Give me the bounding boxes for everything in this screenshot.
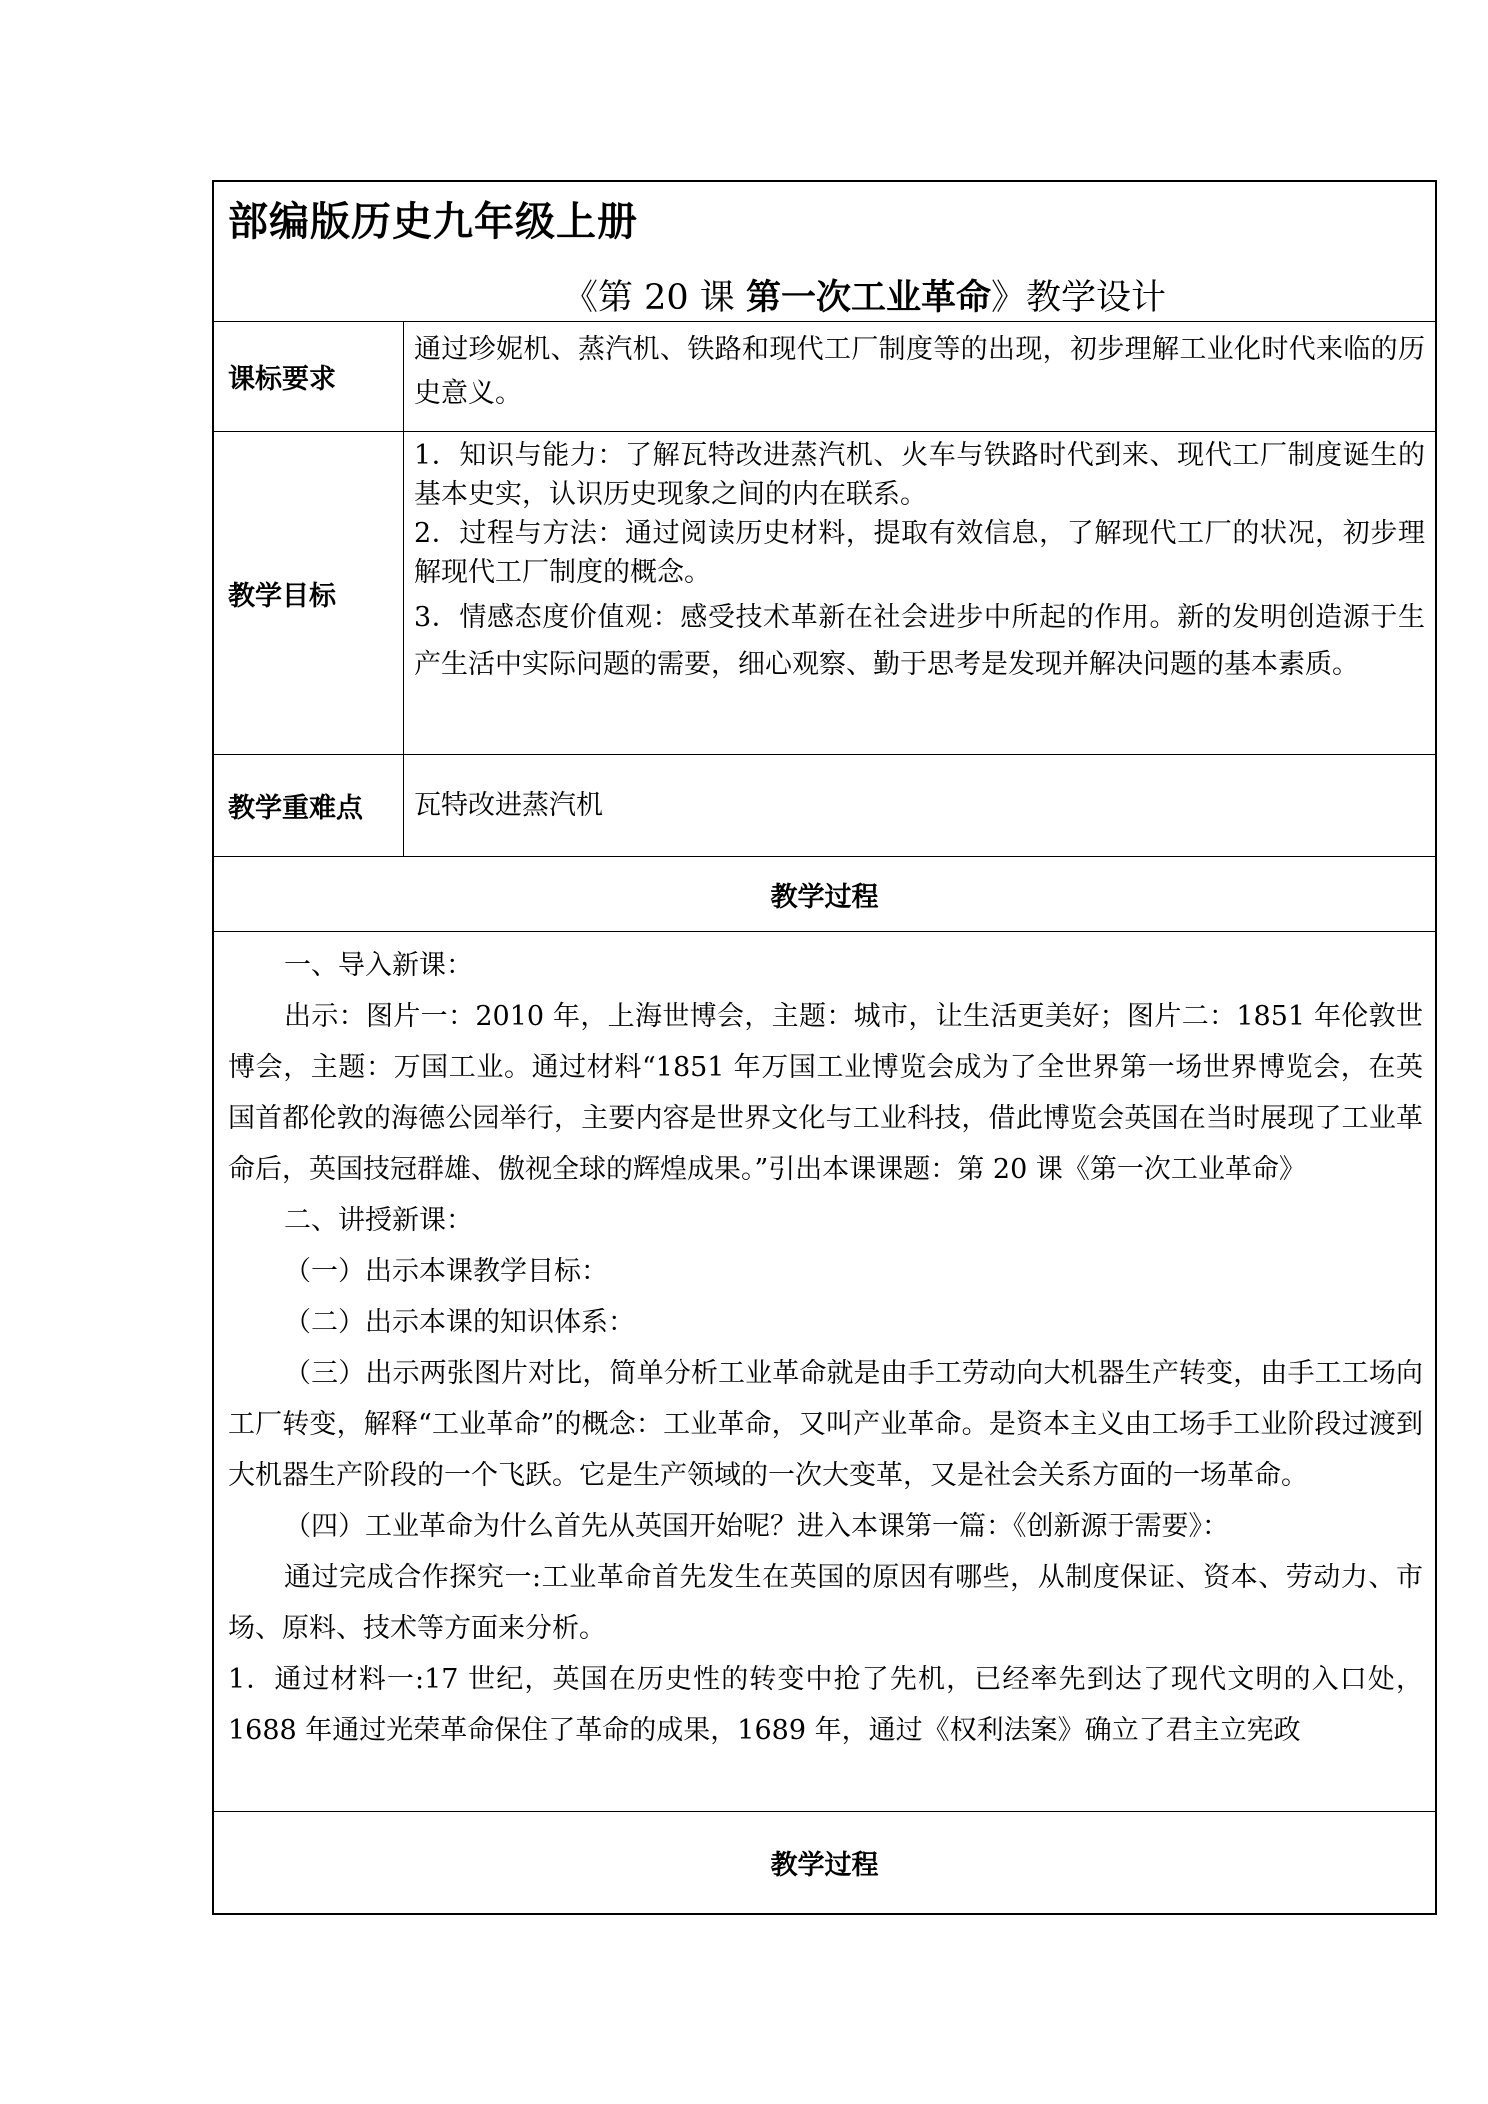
lesson-title-prefix: 《第 20 课 (563, 278, 746, 318)
process-paragraph: 1．通过材料一:17 世纪，英国在历史性的转变中抢了先机，已经率先到达了现代文明的入口处，1688 年通过光荣革命保住了革命的成果，1689 年，通过《权利法案》确立了君主立宪政 (228, 1664, 1423, 1746)
curriculum-row (214, 322, 1435, 432)
lesson-title-suffix: 》教学设计 (990, 278, 1166, 318)
lesson-plan-table (212, 180, 1437, 1915)
process-body-row (214, 932, 1435, 1812)
curriculum-content (414, 322, 1425, 431)
key-points-row (214, 755, 1435, 857)
objective-item: 2．过程与方法：通过阅读历史材料，提取有效信息，了解现代工厂的状况，初步理解现代工厂制度的概念。 (414, 518, 1425, 588)
lesson-title-bold: 第一次工业革命 (745, 278, 991, 318)
key-points-content (414, 755, 1425, 856)
process-paragraph: 一、导入新课： (284, 950, 473, 981)
process-heading-row (214, 857, 1435, 932)
main-title: 部编版历史九年级上册 (228, 199, 638, 245)
objectives-label: 教学目标 (214, 432, 404, 754)
objective-item: 1．知识与能力：了解瓦特改进蒸汽机、火车与铁路时代到来、现代工厂制度诞生的基本史实，认识历史现象之间的内在联系。 (414, 440, 1425, 510)
process-paragraph: （二）出示本课的知识体系： (284, 1307, 635, 1338)
process-footer-row (214, 1812, 1435, 1913)
process-footer-heading: 教学过程 (770, 1850, 879, 1881)
title-row (214, 182, 1435, 322)
process-paragraph: （三）出示两张图片对比，简单分析工业革命就是由手工劳动向大机器生产转变，由手工工场向工厂转变，解释“工业革命”的概念：工业革命，又叫产业革命。是资本主义由工场手工业阶段过渡到大机器生产阶段的一个飞跃。它是生产领域的一次大变革，又是社会关系方面的一场革命。 (228, 1358, 1423, 1491)
key-points-text: 瓦特改进蒸汽机 (414, 789, 603, 821)
process-paragraph: 出示：图片一：2010 年，上海世博会，主题：城市，让生活更美好；图片二：1851 年伦敦世博会，主题：万国工业。通过材料“1851 年万国工业博览会成为了全世界第一场世界博览会，在英国首都伦敦的海德公园举行，主要内容是世界文化与工业科技，借此博览会英国在当时展现了工业革命后，英国技冠群雄、傲视全球的辉煌成果。”引出本课课题：第 20 课《第一次工业革命》 (228, 1001, 1423, 1185)
objective-item: 3．情感态度价值观：感受技术革新在社会进步中所起的作用。新的发明创造源于生产生活中实际问题的需要，细心观察、勤于思考是发现并解决问题的基本素质。 (414, 602, 1425, 680)
process-body (228, 940, 1423, 1756)
process-paragraph: （四）工业革命为什么首先从英国开始呢？进入本课第一篇：《创新源于需要》： (284, 1511, 1229, 1542)
process-paragraph: （一）出示本课教学目标： (284, 1256, 608, 1287)
objectives-row (214, 432, 1435, 755)
process-paragraph: 通过完成合作探究一:工业革命首先发生在英国的原因有哪些，从制度保证、资本、劳动力、市场、原料、技术等方面来分析。 (228, 1562, 1423, 1644)
process-paragraph: 二、讲授新课： (284, 1205, 473, 1236)
lesson-title (214, 270, 1435, 320)
curriculum-label: 课标要求 (214, 322, 404, 431)
process-heading: 教学过程 (770, 881, 879, 913)
objectives-content (414, 432, 1425, 754)
key-points-label: 教学重难点 (214, 755, 404, 856)
curriculum-text: 通过珍妮机、蒸汽机、铁路和现代工厂制度等的出现，初步理解工业化时代来临的历史意义。 (414, 334, 1425, 409)
